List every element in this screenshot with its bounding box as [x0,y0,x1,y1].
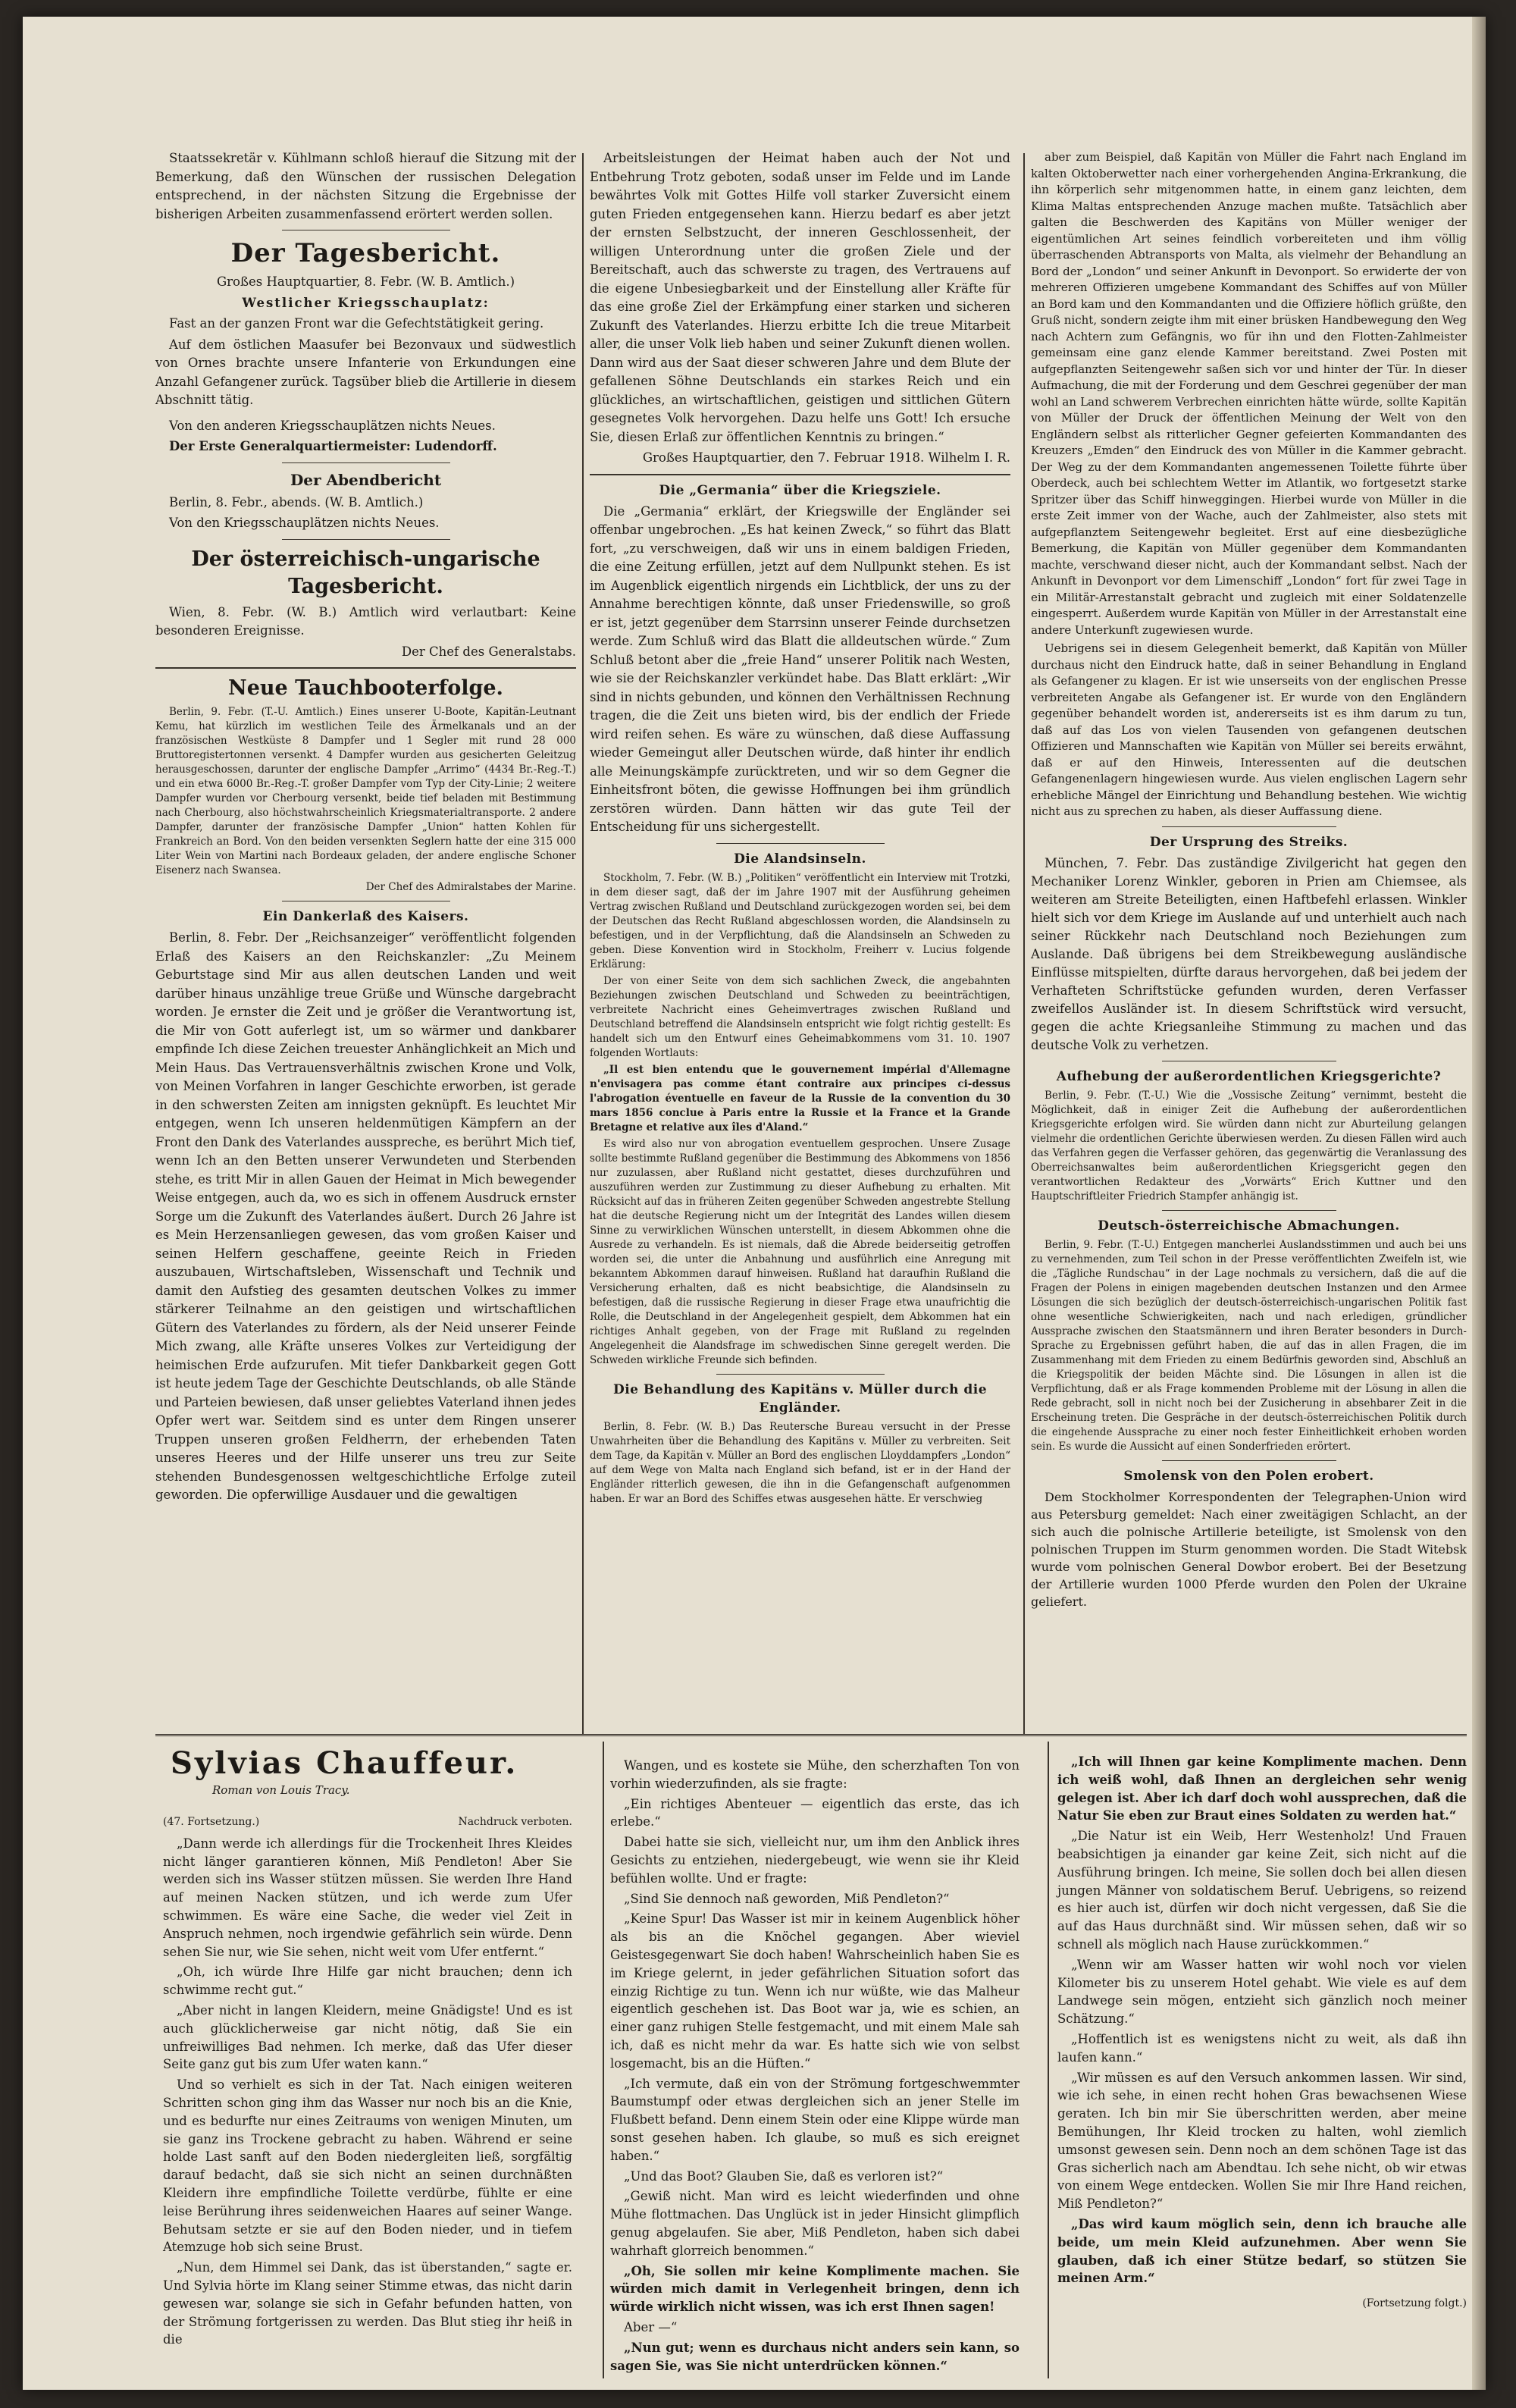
feuilleton-subtitle: Roman von Louis Tracy. [212,1783,350,1797]
signature: Der Chef des Generalstabs. [401,644,576,659]
feuilleton-rule [155,1734,1467,1736]
abendbericht-title: Der Abendbericht [290,470,442,489]
divider [155,667,576,669]
paragraph: „Oh, ich würde Ihre Hilfe gar nicht brauchen; denn ich schwimme recht gut.“ [163,1964,572,1998]
paragraph: Es wird also nur von abrogation eventuellem gesprochen. Unsere Zusage sollte bestimmte Rußland gegenüber die Bestimmung des Abkommens von 1856 nur zuzulassen, aber Rußland nicht gestattet, dieses durchzuführen und auszuführen werden zur Zustimmung zu dieser Aufhebung zu erhalten. Mit Rücksicht auf das in früheren Zeiten gegenüber Schweden angestrebte Stellung hat die deutsche Regierung nicht um der Integrität des Landes willen diesem Sinne zu verwirklichen Wünschen unterstellt, in diesem Abkommen ohne die Ausrede zu verhandeln. Es ist niemals, daß die Abrede beiderseitig getroffen worden sei, die unter die Anbahnung und ausführlich eine Anregung mit bekanntem Abkommen darauf hinweisen. Rußland hat daraufhin Rußland die Versicherung erhalten, daß es nicht beabsichtige, die Alandsinseln zu befestigen, daß die russische Regierung in dieser Frage etwa unaufrichtig die Rolle, die Deutschland in der Angelegenheit gespielt, dem Abkommen hat ein richtiges Anhalt gegeben, von der Frage mit Rußland zu regelnden Angelegenheit die Alandsfrage im schwedischen Sinne geregelt werden. Die Schweden wirkliche Freunde sich befinden. [590,1137,1010,1366]
paragraph: Fast an der ganzen Front war die Gefechtstätigkeit gering. [169,316,544,331]
paragraph: „Ein richtiges Abenteuer — eigentlich das erste, das ich erlebe.“ [610,1796,1020,1830]
paragraph: „Wir müssen es auf den Versuch ankommen lassen. Wir sind, wie ich sehe, in einen recht hohen Gras bewachsenen Wiese geraten. Ich bin mir Sie überschritten werden, aber meine Bemühungen, Ihr Kleid trocken zu halten, wohl ziemlich umsonst gewesen sein. Denn noch an dem schönen Tage ist das Gras sicherlich nach am Abendtau. Ich sehe nicht, ob wir etwas von einem Wege entdecken. Wollen Sie mir Ihre Hand reichen, Miß Pendleton?“ [1057,2070,1467,2212]
signature: Der Chef des Admiralstabes der Marine. [365,881,576,893]
installment-number: (47. Fortsetzung.) [163,1816,260,1828]
reprint-notice: Nachdruck verboten. [458,1816,572,1828]
paragraph: Uebrigens sei in diesem Gelegenheit bemerkt, daß Kapitän von Müller durchaus nicht den Eindruck hatte, daß in seiner Behandlung in England als Gefangener zu klagen. Er ist wie unserseits von der englischen Presse verbreiteten Angabe als Gefangener ist. Er wurde von den Engländern gegenüber behandelt worden ist, andererseits ist es ihm darum zu tun, daß auf das Los von vielen Tausenden von gefangenen deutschen Offizieren und Mannschaften wie Kapitän von Müller sei bereits erwähnt, daß er auf den Hinweis, Interessenten auf die deutschen Gefangenenlagern hingewiesen wurde. Aus vielen englischen Lagern sehr erhebliche Mängel der Einrichtung und Behandlung bestehen. Wie wichtig nicht aus zu sprechen zu haben, als dieser Auffassung diene. [1031,641,1467,818]
paragraph: „Keine Spur! Das Wasser ist mir in keinem Augenblick höher als bis an die Knöchel gegangen. Aber wieviel Geistesgegenwart Sie doch haben! Wahrscheinlich haben Sie es im Kriege gelernt, in jeder gefährlichen Situation sofort das einzig Richtige zu tun. Wenn ich nur wüßte, wie das Malheur eigentlich geschehen ist. Das Boot war ja, wie es schien, an einer ganz ruhigen Stelle festgemacht, und mit einem Male sah ich, daß es nicht mehr da war. Es hatte sich wie von selbst losgemacht, bis an die Hüften.“ [610,1911,1020,2071]
paragraph: Berlin, 8. Febr., abends. (W. B. Amtlich.) [169,494,424,510]
paragraph: Die „Germania“ erklärt, der Kriegswille der Engländer sei offenbar ungebrochen. „Es hat keinen Zweck,“ so führt das Blatt fort, „zu verschweigen, daß wir uns in einem baldigen Frieden, die eine Zeitung erfüllen, jetzt auf dem Nullpunkt stehen. Es ist im Augenblick eigentlich nirgends ein Lichtblick, der uns zu der Annahme berechtigen könnte, daß unser Friedenswille, so groß er ist, jetzt gegenüber dem Starrsinn unserer Feinde durchsetzen werde. Zum Schluß wird das Blatt die alldeutschen würde.“ Zum Schluß betont aber die „freie Hand“ unserer Politik nach Westen, wie sie der Reichskanzler verkündet habe. Das Blatt erklärt: „Wir sind in nichts gebunden, und können den Verhältnissen Rechnung tragen, die die Zeit uns bieten wird, bis der endlich der Friede wird reifen sehen. Es wäre zu wünschen, daß diese Auffassung wieder Gemeingut aller Deutschen würde, daß hinter ihr endlich alle Meinungskämpfe zurücktreten, und wir so dem Gegner die Einheitsfront böten, die gewisse Hoffnungen bei ihm gründlich zerstören würden. Dann hätten wir das gute Teil der Entscheidung für uns sichergestellt. [590,503,1010,834]
paragraph: „Oh, Sie sollen mir keine Komplimente machen. Sie würden mich damit in Verlegenheit bringen, denn ich würde wirklich nicht wissen, was ich erst Ihnen sagen! [610,2263,1020,2315]
intro-paragraph: Staatssekretär v. Kühlmann schloß hierauf die Sitzung mit der Bemerkung, daß den Wünschen der russischen Delegation entsprechend, in der nächsten Sitzung die Ergebnisse der bisherigen Arbeiten zusammenfassend erörtert werden sollen. [155,151,576,221]
smolensk-title: Smolensk von den Polen erobert. [1123,1468,1374,1484]
aland-title: Die Alandsinseln. [734,851,866,867]
divider [590,474,1010,475]
divider [716,843,885,844]
divider [1162,1460,1336,1461]
divider [282,462,450,463]
paragraph: Berlin, 9. Febr. (T.-U.) Entgegen mancherlei Auslandsstimmen und auch bei uns zu vernehmenden, zum Teil schon in der Presse veröffentlichten Zweifeln ist, wie die „Tägliche Rundschau“ in der Lage nochmals zu versichern, daß die auf die Fragen der Polens in einigen magebenden deutschen Instanzen und den Armee Lösungen die sich bezüglich der deutsch-österreichisch-ungarischen Politik fast ohne wesentliche Schwierigkeiten, nach und nach erledigen, gründlicher Aussprache zwischen den Staatsmännern und ihren Berater besonders in Durch-Sprache zu Ergebnissen geführt haben, die auf das in allen Fragen, die im Zusammenhang mit dem Frieden zu einem Bedürfnis geworden sind, Abschluß an die Kriegspolitik der beiden Mächte sind. Die Lösungen in allen ist die Verpflichtung, daß er als Frage kommenden Probleme mit der Lösung in allen die Rede gebracht, soll in nicht noch bei der Zusicherung in absehbarer Zeit in die Erscheinung treten. Die Gespräche in der deutsch-österreichischen Politik durch die eingehende Aussprache zu einer noch fester Einheitlichkeit erhoben worden sein. Es wurde die Aussicht auf einen Sonderfrieden erörtert. [1031,1238,1467,1453]
paragraph: „Ich will Ihnen gar keine Komplimente machen. Denn ich weiß wohl, daß Ihnen an dergleichen sehr wenig gelegen ist. Aber ich darf doch wohl aussprechen, daß die Natur Sie eben zur Braut eines Soldaten zu werden hat.“ [1057,1754,1467,1823]
paragraph: „Il est bien entendu que le gouvernement impérial d'Allemagne n'envisagera pas comme étant contraire aux principes ci-dessus l'abrogation éventuelle en faveur de la Russie de la convention du 30 mars 1856 conclue à Paris entre la Russie et la France et la Grande Bretagne et relative aux îles d'Aland.“ [590,1063,1010,1133]
column-1 [155,149,576,1507]
paragraph: „Nun, dem Himmel sei Dank, das ist überstanden,“ sagte er. Und Sylvia hörte im Klang seiner Stimme etwas, das nicht darin gewesen war, solange sie sich in Gefahr befunden hatten, von der Strömung fortgerissen zu werden. Das Blut stieg ihr heiß in die [163,2260,572,2347]
divider [1162,1210,1336,1211]
paragraph: „Wenn wir am Wasser hatten wir wohl noch vor vielen Kilometer bis zu unserem Hotel gehabt. Wie viele es auf dem Landwege sein mögen, entzieht sich gänzlich noch meiner Schätzung.“ [1057,1957,1467,2027]
paragraph: „Sind Sie dennoch naß geworden, Miß Pendleton?“ [624,1891,950,1906]
feuilleton-title: Sylvias Chauffeur. [171,1745,518,1781]
paragraph: Berlin, 9. Febr. (T.-U.) Wie die „Vossische Zeitung“ vernimmt, besteht die Möglichkeit, daß in einiger Zeit die Aufhebung der außerordentlichen Kriegsgerichte erfolgen wird. Sie würden dann nicht zur Aburteilung gelangen vielmehr die ordentlichen Gerichte überwiesen werden. Zu diesen Fällen wird auch das Verfahren gegen die Verfasser gehören, das gegenwärtig die Veranlassung des Oberreichsanwaltes beim außerordentlichen Kriegsgericht gegen den verantwortlichen Redakteur des „Vorwärts“ Erich Kuttner und den Hauptschriftleiter Friedrich Stampfer anhängig ist. [1031,1089,1467,1202]
paragraph: Berlin, 9. Febr. (T.-U. Amtlich.) Eines unserer U-Boote, Kapitän-Leutnant Kemu, hat kürzlich im westlichen Teile des Ärmelkanals und an der französischen Westküste 8 Dampfer und 1 Segler mit rund 28 000 Bruttoregistertonnen versenkt. 4 Dampfer wurden aus gesicherten Geleitzug herausgeschossen, darunter der englische Dampfer „Arrimo“ (4434 Br.-Reg.-T.) und ein etwa 6000 Br.-Reg.-T. großer Dampfer vom Typ der City-Linie; 2 weitere Dampfer wurden vor Cherbourg versenkt, beide tief beladen mit Bestimmung nach Cherbourg, also höchstwahrscheinlich Kriegsmaterialtransporte. 2 andere Dampfer, darunter der französische Dampfer „Union“ hatten Kohlen für Frankreich an Bord. Von den beiden versenkten Seglern hatte der eine 315 000 Liter Wein von Martini nach Bordeaux geladen, der andere englische Schoner Eisenerz nach Swansea. [155,706,576,876]
signature: Großes Hauptquartier, den 7. Februar 1918. Wilhelm I. R. [642,450,1010,465]
paragraph: Und so verhielt es sich in der Tat. Nach einigen weiteren Schritten schon ging ihm das Wasser nur noch bis an die Knie, und es bedurfte nur eines Zeitraums von wenigen Minuten, um sie ganz ins Trockene gebracht zu haben. Während er seine holde Last sanft auf den Boden niedergleiten ließ, sorgfältig darauf bedacht, daß sie sich nicht an seinen durchnäßten Kleidern ihre empfindliche Toilette verdürbe, fühlte er eine leise Berührung ihres seidenweichen Haares auf seiner Wange. Behutsam setzte er sie auf den Boden nieder, und in tiefem Atemzuge hob sich seine Brust. [163,2077,572,2255]
paragraph: Berlin, 8. Febr. (W. B.) Das Reutersche Bureau versucht in der Presse Unwahrheiten über die Behandlung des Kapitäns v. Müller zu verbreiten. Seit dem Tage, da Kapitän v. Müller an Bord des englischen Lloyddampfers „London“ auf dem Wege von Malta nach England sich befand, ist er in der Hand der Engländer ritterlich gewesen, die ihn in die Gefangenschaft aufgenommen haben. Er war an Bord des Schiffes etwas ausgesehen hätte. Er verschwieg [590,1420,1010,1505]
tagesbericht-title: Der Tagesbericht. [230,238,501,268]
column-rule [1048,1742,1049,2378]
paragraph: München, 7. Febr. Das zuständige Zivilgericht hat gegen den Mechaniker Lorenz Winkler, geboren in Prien am Chiemsee, als weiteren am Streite Beteiligten, einen Haftbefehl erlassen. Winkler hielt sich vor dem Kriege im Auslande auf und unterhielt auch nach seiner Rückkehr nach Deutschland noch Beziehungen zum Auslande. Daß übrigens bei dem Streikbewegung ausländische Einflüsse mitspielten, dürfte daraus hervorgehen, daß bei jedem der Verhafteten Schriftstücke gefunden wurden, deren Verfasser zweifellos Ausländer ist. In diesem Schriftstück wird versucht, gegen die achte Kriegsanleihe Stimmung zu machen und das deutsche Volk zu verhetzen. [1031,855,1467,1052]
column-rule [1023,153,1025,1734]
paragraph: „Die Natur ist ein Weib, Herr Westenholz! Und Frauen beabsichtigen ja einander gar keine Zeit, sich nicht auf die Ausführung bringen. Ich meine, Sie sollen doch bei allen diesen jungen Männer von soldatischem Beruf. Uebrigens, so reizend es hier auch ist, dürfen wir doch nicht vergessen, daß Sie die auf das Haus durchnäßt sind. Wir müssen sehen, daß wir so schnell als möglich nach Hause zurückkommen.“ [1057,1829,1467,1952]
paragraph: „Das wird kaum möglich sein, denn ich brauche alle beide, um mein Kleid aufzunehmen. Aber wenn Sie glauben, daß ich einer Stütze bedarf, so stützen Sie meinen Arm.“ [1057,2216,1467,2286]
dankerlass-title: Ein Dankerlaß des Kaisers. [262,909,469,924]
paragraph: „Gewiß nicht. Man wird es leicht wiederfinden und ohne Mühe flottmachen. Das Unglück ist in jeder Hinsicht glimpflich genug abgelaufen. Sie aber, Miß Pendleton, haben sich dabei wahrhaft glorreich benommen.“ [610,2189,1020,2258]
paragraph: Dem Stockholmer Korrespondenten der Telegraphen-Union wird aus Petersburg gemeldet: Nach einer zweitägigen Schlacht, an der sich auch die polnische Artillerie beteiligte, ist Smolensk von den polnischen Truppen im Sturm genommen worden. Die Stadt Witebsk wurde vom polnischen General Dowbor erobert. Bei der Besetzung der Artillerie wurden 1000 Pferde wurden den Polen der Ukraine geliefert. [1031,1489,1467,1609]
scan-edge [1472,17,1486,2390]
paragraph: Aber —“ [624,2319,678,2334]
abmachungen-title: Deutsch-österreichische Abmachungen. [1098,1218,1400,1234]
feuilleton-column-3 [1057,1753,1467,2313]
paragraph: Wangen, und es kostete sie Mühe, den scherzhaften Ton von vorhin wiederzufinden, als sie fragte: [610,1758,1020,1791]
subheading: Westlicher Kriegsschauplatz: [242,295,490,310]
divider [282,539,450,540]
paragraph: Dabei hatte sie sich, vielleicht nur, um ihm den Anblick ihres Gesichts zu entziehen, niedergebeugt, wie wenn sie ihr Kleid befühlen wollte. Und er fragte: [610,1835,1020,1886]
paragraph: Von den anderen Kriegsschauplätzen nichts Neues. [169,418,496,433]
paragraph: „Dann werde ich allerdings für die Trockenheit Ihres Kleides nicht länger garantieren können, Miß Pendleton! Aber Sie werden sich ins Wasser stützen müssen. Sie werden Ihre Hand auf meinen Nacken stützen, und ich werde zum Ufer schwimmen. Es wäre eine Sache, die weder viel Zeit in Anspruch nehmen, noch irgendwie gefährlich sein würde. Denn sehen Sie nur, wie Sie sehen, nicht weit vom Ufer entfernt.“ [163,1836,572,1959]
paragraph: „Nun gut; wenn es durchaus nicht anders sein kann, so sagen Sie, was Sie nicht unterdrücken können.“ [610,2340,1020,2373]
feuilleton-meta [163,1814,572,1832]
newspaper-page [23,17,1486,2390]
paragraph: Berlin, 8. Febr. Der „Reichsanzeiger“ veröffentlicht folgenden Erlaß des Kaisers an den Reichskanzler: „Zu Meinem Geburtstage sind Mir aus allen deutschen Landen und weit darüber hinaus unzählige treue Grüße und Wünsche dargebracht worden. Je ernster die Zeit und je größer die Verantwortung ist, die Mir von Gott auferlegt ist, um so wärmer und dankbarer empfinde Ich diese Zeichen treuester Anhänglichkeit an Mich und Mein Haus. Das Vertrauensverhältnis zwischen Krone und Volk, von Meinen Vorfahren in langer Geschichte erworben, ist gerade in den schwersten Zeiten am innigsten geknüpft. Es leuchtet Mir entgegen, wenn Ich unseren heldenmütigen Kämpfern an der Front den Dank des Vaterlandes ausspreche, es berührt Mich tief, wenn Ich an den Betten unserer Verwundeten und Sterbenden stehe, es tritt Mir in allen Gauen der Heimat in Mich bewegender Weise entgegen, auch da, wo es sich in offenem Ausdruck ernster Sorge um die Zukunft des Vaterlandes äußert. Durch 26 Jahre ist es Mein Herzensanliegen gewesen, das vom großen Kaiser und seinen Helfern geschaffene, geeinte Reich in Frieden auszubauen, Wirtschaftsleben, Wissenschaft und Technik und damit den Aufstieg des gesamten deutschen Volkes zu immer stärkerer Teilnahme an den geistigen und wirtschaftlichen Gütern des Vaterlandes zu fördern, als der Neid unserer Feinde Mich zwang, alle Kräfte unseres Volkes zur Verteidigung der heimischen Erde aufzurufen. Mit tiefer Dankbarkeit gegen Gott ist heute jedem Tage der Geschichte Deutschlands, ob alle Stände und Parteien bewiesen, daß unser geliebtes Vaterland ihnen jedes Opfer wert war. Seitdem sind es unter dem Ringen unserer Truppen unseren großen Feldherrn, der erhebenden Taten unseres Heeres und der Hilfe unserer uns treu zur Seite stehenden Bundesgenossen weltgeschichtliche Erfolge zuteil geworden. Die opferwillige Ausdauer und die gewaltigen [155,930,576,1502]
feuilleton-column-2 [610,1757,1020,2377]
divider [716,1374,885,1375]
dateline: Großes Hauptquartier, 8. Febr. (W. B. Amtlich.) [216,274,515,289]
paragraph: aber zum Beispiel, daß Kapitän von Müller die Fahrt nach England im kalten Oktoberwetter nach einer vorhergehenden Angina-Erkrankung, die ihn körperlich sehr mitgenommen hatte, in einem ganz leichten, dem Klima Maltas entsprechenden Anzuge machen mußte. Tatsächlich aber galten die Beschwerden des Kapitäns von Müller weniger der eigentümlichen Art seines feindlich vorbereiteten und ihm völlig überraschenden Abtransports von Malta, als vielmehr der Behandlung an Bord der „London“ und seiner Ankunft in Devonport. So erwiderte der von mehreren Offizieren umgebene Kommandant des Schiffes auf von Müller an Bord kam und den Kommandanten und die Offiziere höflich grüßte, den Gruß nicht, sondern zeigte ihm mit einer brüsken Handbewegung den Weg nach Achtern zum Gefängnis, wo für ihn und den Flotten-Zahlmeister gemeinsam eine ganz elende Kammer bereitstand. Zwei Posten mit aufgepflanzten Seitengewehr saßen sich vor und hinter der Tür. In dieser Aufmachung, die mit der Forderung und dem Geschrei gegenüber der man wohl an Land schwerem Verbrechen einrichten hätte würde, sollte Kapitän von Müller der Druck der öffentlichen Meinung der Welt von den Engländern selbst als ritterlicher Gegner gefeierten Kommandanten des Kreuzers „Emden“ den Eindruck des von Müller in die Kammer gebracht. Der Weg zu der dem Kommandanten angemessenen Toilette führte über Oberdeck, auch bei schlechtem Wetter im Atlantik, wo fortgesetzt starke Spritzer über das Schiff hinweggingen. Hierbei wurde von Müller in die erste Zeit immer von der Wache, auch der Zahlmeister, also stets mit aufgepflanztem Seitengewehr begleitet. Erst auf eine diesbezügliche Bemerkung, die Kapitän von Müller gegenüber dem Kommandanten machte, verschwand dieser nicht, auch der Kommandant selbst. Nach der Ankunft in Devonport vor dem Limenschiff „London“ fort für zwei Tage in ein Militär-Arrestanstalt gebracht und zugleich mit einer Soldatenzelle eingesperrt. Außerdem wurde Kapitän von Müller in der Arrestanstalt eine andere Unterkunft zugewiesen wurde. [1031,150,1467,637]
kriegsgerichte-title: Aufhebung der außerordentlichen Kriegsgerichte? [1056,1068,1442,1084]
to-be-continued: (Fortsetzung folgt.) [1362,2297,1467,2310]
paragraph: Stockholm, 7. Febr. (W. B.) „Politiken“ veröffentlicht ein Interview mit Trotzki, in dem dieser sagt, daß der im Jahre 1907 mit der Ausführung geheimen Vertrag zwischen Rußland und Deutschland zurückgezogen worden sei, bei dem der Deutschen das Recht Rußland abgeschlossen worden, die Alandsinseln zu befestigen, und in der Verpflichtung, daß die Alandsinseln an Schweden zu geben. Diese Konvention wird in Stockholm, Freiherr v. Lucius folgende Erklärung: [590,871,1010,970]
column-2 [590,149,1010,1509]
paragraph: „Und das Boot? Glauben Sie, daß es verloren ist?“ [624,2168,944,2184]
mueller-title: Die Behandlung des Kapitäns v. Müller durch die Engländer. [612,1381,988,1416]
divider [1162,826,1336,827]
paragraph: Wien, 8. Febr. (W. B.) Amtlich wird verlautbart: Keine besonderen Ereignisse. [155,604,576,638]
paragraph: Arbeitsleistungen der Heimat haben auch der Not und Entbehrung Trotz geboten, sodaß unser im Felde und im Lande bewährtes Volk mit Gottes Hilfe voll starker Zuversicht einem guten Frieden entgegensehen kann. Hierzu bedarf es aber jetzt der ernsten Selbstzucht, der inneren Geschlossenheit, der willigen Unterordnung unter die großen Ziele und der Bereitschaft, auch das schwerste zu tragen, des Vertrauens auf die eigene Unbesiegbarkeit und der Einstellung aller Kräfte für das eine große Ziel der Erkämpfung einer starken und sicheren Zukunft des Vaterlandes. Hierzu erbitte Ich die treue Mitarbeit aller, die unser Volk lieb haben und seiner Zukunft dienen wollen. Dann wird aus der Saat dieser schweren Jahre und dem Blute der gefallenen Söhne Deutschlands ein starkes Reich und ein glückliches, an wirtschaftlichen, geistigen und sittlichen Gütern gesegnetes Volk hervorgehen. Dazu helfe uns Gott! Ich ersuche Sie, diesen Erlaß zur öffentlichen Kenntnis zu bringen.“ [590,151,1010,444]
streik-title: Der Ursprung des Streiks. [1149,834,1348,850]
column-3 [1031,149,1467,1613]
feuilleton-column-1 [163,1814,572,2351]
paragraph: „Aber nicht in langen Kleidern, meine Gnädigste! Und es ist auch glücklicherweise gar nicht nötig, daß Sie ein unfreiwilliges Bad nehmen. Ich merke, daß das Ufer dieser Seite ganz gut bis zum Ufer waten kann.“ [163,2002,572,2072]
paragraph: „Ich vermute, daß ein von der Strömung fortgeschwemmter Baumstumpf oder etwas dergleichen sich an jener Stelle im Flußbett befand. Denn einem Stein oder eine Klippe würde man sonst gesehen haben. Ich glaube, so muß es sich ereignet haben.“ [610,2076,1020,2163]
column-rule [603,1742,604,2378]
oesterreich-title: Der österreichisch-ungarische Tagesbericht. [191,547,540,598]
germania-title: Die „Germania“ über die Kriegsziele. [659,482,941,498]
signature: Der Erste Generalquartiermeister: Ludendorff. [169,439,497,453]
paragraph: „Hoffentlich ist es wenigstens nicht zu weit, als daß ihn laufen kann.“ [1057,2031,1467,2065]
paragraph: Der von einer Seite von dem sich sachlichen Zweck, die angebahnten Beziehungen zwischen Deutschland und Schweden zu beeinträchtigen, verbreitete Nachricht eines Geheimvertrages zwischen Rußland und Deutschland betreffend die Alandsinseln entspricht wie folgt richtig gestellt: Es handelt sich um den Entwurf eines Geheimabkommens vom 31. 10. 1907 folgenden Wortlauts: [590,974,1010,1059]
tauchboot-title: Neue Tauchbooterfolge. [228,676,503,700]
column-rule [582,153,584,1734]
paragraph: Auf dem östlichen Maasufer bei Bezonvaux und südwestlich von Ornes brachte unsere Infanterie von Erkundungen eine Anzahl Gefangener zurück. Tagsüber blieb die Artillerie in diesem Abschnitt tätig. [155,337,576,407]
paragraph: Von den Kriegsschauplätzen nichts Neues. [169,516,440,530]
